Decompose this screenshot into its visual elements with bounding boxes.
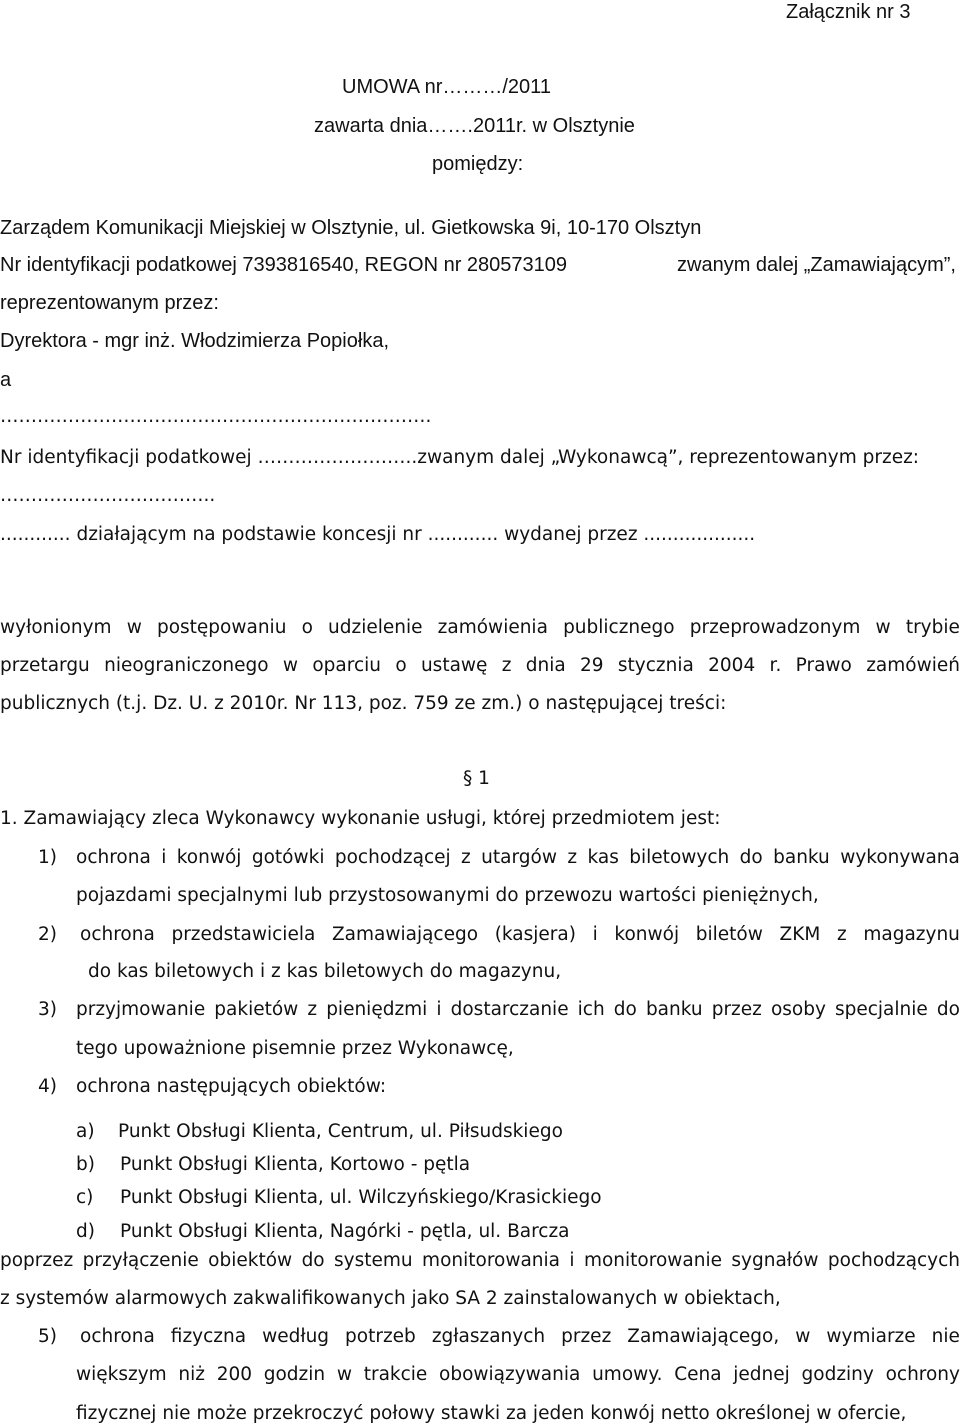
- word: zamówień: [866, 655, 960, 676]
- word: pochodzących: [827, 1250, 960, 1271]
- word: do: [613, 999, 637, 1020]
- item-4-line-1: ochrona następujących obiektów:: [76, 1076, 387, 1097]
- word: utargów: [481, 847, 557, 868]
- word: sygnałów: [731, 1250, 819, 1271]
- word: pieniędzmi: [326, 999, 428, 1020]
- word: z: [501, 655, 512, 676]
- conjunction: a: [0, 369, 12, 391]
- party-b-name-placeholder: …………………………………………………………….: [0, 406, 432, 427]
- party-a-tax-ids: Nr identyfikacji podatkowej 7393816540, REGON nr 280573109: [0, 254, 568, 276]
- item-1-line-1: [76, 849, 960, 868]
- word: z: [461, 847, 471, 868]
- word: w: [875, 617, 891, 638]
- item-1-number: 1): [38, 847, 57, 868]
- party-a-name: Zarządem Komunikacji Miejskiej w Olsztynie, ul. Gietkowska 9i, 10-170 Olsztyn: [0, 217, 702, 239]
- word: umowy.: [592, 1364, 663, 1385]
- word: nie: [931, 1326, 960, 1347]
- item-5-number: 5): [38, 1326, 57, 1347]
- word: trakcie: [363, 1364, 428, 1385]
- word: do: [301, 1250, 325, 1271]
- word: ochrona: [80, 1326, 155, 1347]
- word: obowiązywania: [439, 1364, 581, 1385]
- word: biletowych: [629, 847, 730, 868]
- word: 2004: [708, 655, 756, 676]
- word: przetargu: [0, 655, 90, 676]
- word: z: [307, 999, 318, 1020]
- word: i: [592, 924, 598, 945]
- word: banku: [645, 999, 703, 1020]
- between-label: pomiędzy:: [432, 153, 524, 175]
- attachment-label: Załącznik nr 3: [786, 1, 911, 23]
- sub-item-b-text: Punkt Obsługi Klienta, Kortowo - pętla: [120, 1154, 471, 1175]
- word: ustawę: [420, 655, 488, 676]
- intro-line-2: [0, 657, 960, 676]
- word: według: [262, 1326, 330, 1347]
- word: poprzez: [0, 1250, 74, 1271]
- word: gotówki: [251, 847, 325, 868]
- word: z: [567, 847, 578, 868]
- word: dostarczanie: [450, 999, 569, 1020]
- word: z: [836, 924, 847, 945]
- word: wyłonionym: [0, 617, 112, 638]
- word: obiektów: [208, 1250, 293, 1271]
- word: potrzeb: [345, 1326, 416, 1347]
- word: nieograniczonego: [104, 655, 269, 676]
- word: wykonywana: [840, 847, 960, 868]
- party-b-representative-placeholder: ……………………………..: [0, 485, 216, 506]
- contract-title: UMOWA nr………/2011: [342, 76, 551, 98]
- word: monitorowanie: [583, 1250, 722, 1271]
- word: i: [161, 847, 167, 868]
- section-paragraph-1: 1. Zamawiający zleca Wykonawcy wykonanie usługi, której przedmiotem jest:: [0, 808, 721, 829]
- section-heading: § 1: [463, 768, 490, 789]
- word: przyłączenie: [82, 1250, 199, 1271]
- sub-item-c-letter: c): [76, 1187, 94, 1208]
- word: Cena: [674, 1364, 722, 1385]
- word: 200: [216, 1364, 253, 1385]
- item-5-line-2: [76, 1366, 960, 1385]
- item-3-number: 3): [38, 999, 57, 1020]
- sub-item-c-text: Punkt Obsługi Klienta, ul. Wilczyńskiego/Krasickiego: [120, 1187, 602, 1208]
- word: postępowaniu: [156, 617, 287, 638]
- word: w: [795, 1326, 811, 1347]
- word: 29: [580, 655, 604, 676]
- word: przez: [711, 999, 762, 1020]
- party-a-representative: Dyrektora - mgr inż. Włodzimierza Popiołka,: [0, 330, 389, 352]
- word: jednej: [733, 1364, 790, 1385]
- word: godziny: [801, 1364, 874, 1385]
- word: systemu: [334, 1250, 413, 1271]
- word: Prawo: [795, 655, 852, 676]
- word: w: [282, 655, 299, 676]
- item-2-number: 2): [38, 924, 57, 945]
- word: trybie: [905, 617, 960, 638]
- word: oparciu: [312, 655, 381, 676]
- word: i: [436, 999, 442, 1020]
- intro-line-1: [0, 619, 960, 638]
- word: (kasjera): [494, 924, 576, 945]
- word: zgłaszanych: [431, 1326, 546, 1347]
- sub-item-d-letter: d): [76, 1221, 95, 1242]
- word: banku: [773, 847, 830, 868]
- party-b-tax-line: Nr identyfikacji podatkowej ……………………..zwanym dalej „Wykonawcą”, reprezentowanym przez:: [0, 447, 920, 468]
- sub-item-a-letter: a): [76, 1121, 95, 1142]
- word: Zamawiającego,: [627, 1326, 780, 1347]
- word: przedstawiciela: [171, 924, 316, 945]
- word: dnia: [525, 655, 566, 676]
- word: ZKM: [779, 924, 821, 945]
- word: niż: [178, 1364, 205, 1385]
- word: monitorowania: [422, 1250, 561, 1271]
- word: przyjmowanie: [76, 999, 206, 1020]
- party-a-alias: zwanym dalej „Zamawiającym”,: [677, 254, 956, 276]
- sub-item-a-text: Punkt Obsługi Klienta, Centrum, ul. Piłsudskiego: [118, 1121, 563, 1142]
- word: magazynu: [863, 924, 960, 945]
- word: do: [739, 847, 763, 868]
- word: do: [936, 999, 960, 1020]
- item-1-line-2: pojazdami specjalnymi lub przystosowanymi do przewozu wartości pieniężnych,: [76, 885, 819, 906]
- monitoring-line-1: [0, 1252, 960, 1271]
- monitoring-line-2: z systemów alarmowych zakwalifikowanych jako SA 2 zainstalowanych w obiektach,: [0, 1288, 781, 1309]
- word: udzielenie: [328, 617, 423, 638]
- word: konwój: [614, 924, 680, 945]
- word: publicznego: [563, 617, 675, 638]
- word: zamówienia: [437, 617, 548, 638]
- party-b-licence-line: ............ działającym na podstawie koncesji nr ............ wydanej przez ...................: [0, 524, 756, 545]
- word: w: [336, 1364, 352, 1385]
- intro-line-3: publicznych (t.j. Dz. U. z 2010r. Nr 113, poz. 759 ze zm.) o następującej treści:: [0, 693, 727, 714]
- sub-item-d-text: Punkt Obsługi Klienta, Nagórki - pętla, ul. Barcza: [120, 1221, 570, 1242]
- word: osoby: [770, 999, 826, 1020]
- word: o: [301, 617, 313, 638]
- item-2-line-2: do kas biletowych i z kas biletowych do magazynu,: [88, 961, 562, 982]
- word: ich: [577, 999, 605, 1020]
- word: o: [395, 655, 407, 676]
- word: biletów: [695, 924, 763, 945]
- word: wymiarze: [826, 1326, 916, 1347]
- word: fizyczna: [170, 1326, 247, 1347]
- item-2-line-1: [80, 926, 960, 945]
- word: przez: [561, 1326, 612, 1347]
- word: konwój: [176, 847, 242, 868]
- word: ochrona: [80, 924, 155, 945]
- item-4-number: 4): [38, 1076, 57, 1097]
- word: kas: [587, 847, 619, 868]
- word: przeprowadzonym: [689, 617, 861, 638]
- item-3-line-1: [76, 1001, 960, 1020]
- word: Zamawiającego: [331, 924, 479, 945]
- word: ochrony: [885, 1364, 960, 1385]
- item-3-line-2: tego upoważnione pisemnie przez Wykonawcę,: [76, 1038, 514, 1059]
- party-a-represented-by: reprezentowanym przez:: [0, 292, 219, 314]
- word: pakietów: [214, 999, 299, 1020]
- word: pochodzącej: [334, 847, 451, 868]
- word: godzin: [263, 1364, 326, 1385]
- word: stycznia: [617, 655, 694, 676]
- word: ochrona: [76, 847, 151, 868]
- item-5-line-1: [80, 1328, 960, 1347]
- contract-date-line: zawarta dnia…….2011r. w Olsztynie: [314, 115, 635, 137]
- item-5-line-3: fizycznej nie może przekroczyć połowy stawki za jeden konwój netto określonej w ofercie,: [76, 1403, 907, 1424]
- word: specjalnie: [834, 999, 928, 1020]
- word: większym: [76, 1364, 167, 1385]
- word: i: [569, 1250, 575, 1271]
- sub-item-b-letter: b): [76, 1154, 95, 1175]
- word: r.: [769, 655, 782, 676]
- word: w: [126, 617, 142, 638]
